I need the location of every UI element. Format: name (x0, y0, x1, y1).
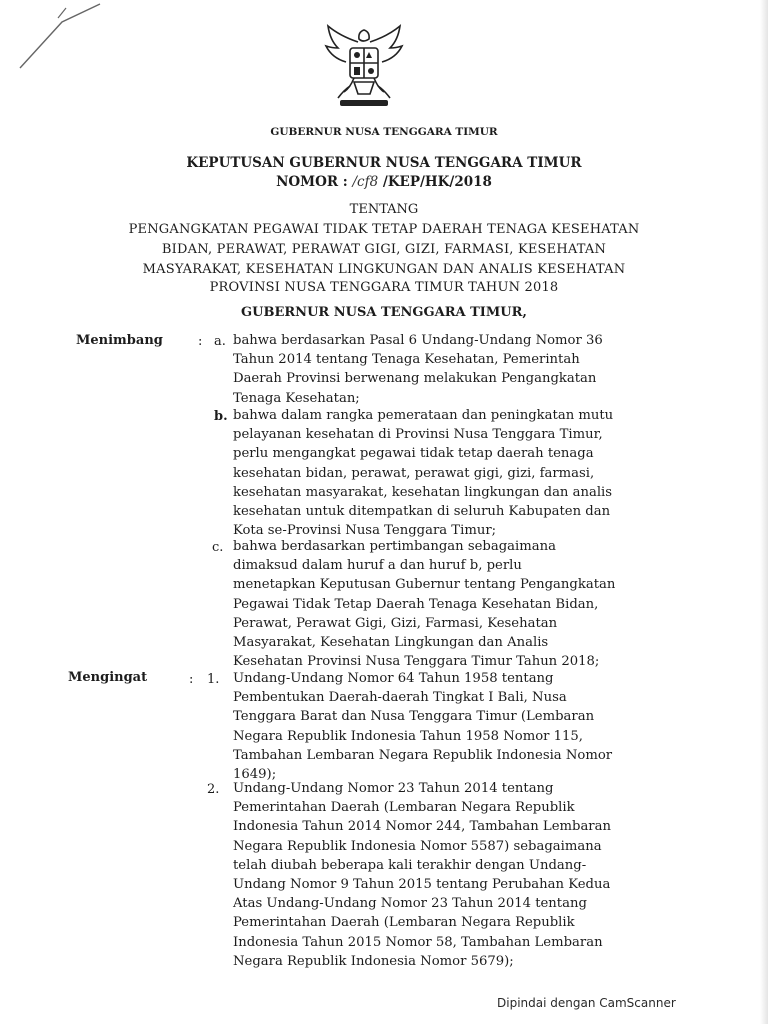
item-text-line: Perawat, Perawat Gigi, Gizi, Farmasi, Kesehatan (233, 615, 558, 631)
item-text-line: Indonesia Tahun 2015 Nomor 58, Tambahan Lembaran (233, 934, 603, 950)
item-text-line: bahwa berdasarkan pertimbangan sebagaimana (233, 539, 556, 554)
item-marker: c. (212, 540, 224, 555)
item-text-line: Undang Nomor 9 Tahun 2015 tentang Perubahan Kedua (233, 877, 611, 893)
item-text-line: Pembentukan Daerah-daerah Tingkat I Bali, Nusa (233, 690, 567, 706)
garuda-emblem-icon (314, 22, 414, 114)
item-text-line: Pemerintahan Daerah (Lembaran Negara Republik (233, 915, 575, 931)
item-text-line: dimaksud dalam huruf a dan huruf b, perlu (233, 558, 522, 574)
item-text-line: menetapkan Keputusan Gubernur tentang Pengangkatan (233, 577, 616, 593)
item-text-line: Tahun 2014 tentang Tenaga Kesehatan, Pemerintah (233, 352, 580, 368)
item-text-line: Tambahan Lembaran Negara Republik Indonesia Nomor (233, 747, 613, 763)
item-text-line: perlu mengangkat pegawai tidak tetap daerah tenaga (233, 446, 594, 462)
menimbang-item-a (233, 331, 650, 408)
item-text-line: Kesehatan Provinsi Nusa Tenggara Timur Tahun 2018; (233, 654, 600, 670)
item-text-line: Negara Republik Indonesia Nomor 5587) sebagaimana (233, 838, 602, 854)
item-marker: 2. (207, 782, 220, 797)
item-marker: a. (214, 334, 226, 349)
item-text-line: Kota se-Provinsi Nusa Tenggara Timur; (233, 523, 497, 539)
decree-title: KEPUTUSAN GUBERNUR NUSA TENGGARA TIMUR (186, 155, 582, 171)
item-text-line: kesehatan untuk ditempatkan di seluruh Kabupaten dan (233, 504, 611, 520)
item-text-line: telah diubah beberapa kali terakhir dengan Undang- (233, 857, 587, 873)
item-text-line: pelayanan kesehatan di Provinsi Nusa Tenggara Timur, (233, 427, 603, 443)
item-text-line: Tenggara Barat dan Nusa Tenggara Timur (Lembaran (233, 709, 595, 725)
decree-number-handwritten: /cf8 (352, 174, 379, 190)
item-text-line: Indonesia Tahun 2014 Nomor 244, Tambahan Lembaran (233, 819, 611, 835)
item-text-line: Negara Republik Indonesia Nomor 5679); (233, 953, 514, 969)
pen-stroke-mark (0, 0, 110, 80)
subject-line: MASYARAKAT, KESEHATAN LINGKUNGAN DAN ANALIS KESEHATAN (142, 262, 626, 277)
decree-number-suffix: /KEP/HK/2018 (378, 174, 492, 190)
item-text-line: Masyarakat, Kesehatan Lingkungan dan Analis (233, 635, 549, 651)
item-text-line: Undang-Undang Nomor 23 Tahun 2014 tentang (233, 781, 554, 796)
item-text-line: Undang-Undang Nomor 64 Tahun 1958 tentang (233, 671, 554, 686)
issuer-heading: GUBERNUR NUSA TENGGARA TIMUR, (241, 305, 527, 320)
menimbang-label: Menimbang (76, 333, 163, 348)
item-text-line: kesehatan bidan, perawat, perawat gigi, gizi, farmasi, (233, 465, 595, 481)
item-text-line: Negara Republik Indonesia Tahun 1958 Nomor 115, (233, 728, 583, 744)
page-edge-shadow (760, 0, 768, 1024)
about-label: TENTANG (349, 202, 419, 217)
item-marker: 1. (207, 672, 220, 687)
subject-line: PENGANGKATAN PEGAWAI TIDAK TETAP DAERAH TENAGA KESEHATAN (128, 222, 640, 237)
menimbang-colon: : (198, 334, 203, 349)
subject-line: PROVINSI NUSA TENGGARA TIMUR TAHUN 2018 (209, 280, 559, 295)
item-text-line: Atas Undang-Undang Nomor 23 Tahun 2014 tentang (233, 896, 587, 912)
item-text-line: 1649); (233, 767, 277, 783)
scanner-watermark: Dipindai dengan CamScanner (497, 996, 676, 1010)
item-text-line: bahwa berdasarkan Pasal 6 Undang-Undang Nomor 36 (233, 333, 603, 348)
item-marker: b. (214, 409, 228, 424)
item-text-line: Tenaga Kesehatan; (233, 390, 360, 406)
mengingat-label: Mengingat (68, 670, 148, 685)
subject-line: BIDAN, PERAWAT, PERAWAT GIGI, GIZI, FARMASI, KESEHATAN (161, 242, 607, 257)
mengingat-item-1 (233, 669, 650, 784)
item-text-line: Pegawai Tidak Tetap Daerah Tenaga Kesehatan Bidan, (233, 596, 599, 612)
institution-heading: GUBERNUR NUSA TENGGARA TIMUR (270, 126, 498, 138)
mengingat-item-2 (233, 779, 650, 971)
item-text-line: bahwa dalam rangka pemerataan dan peningkatan mutu (233, 408, 614, 423)
mengingat-colon: : (189, 672, 194, 687)
menimbang-item-c (233, 537, 650, 671)
item-text-line: Pemerintahan Daerah (Lembaran Negara Republik (233, 800, 575, 816)
decree-number-prefix: NOMOR : (276, 174, 353, 190)
menimbang-item-b (233, 406, 650, 540)
item-text-line: kesehatan masyarakat, kesehatan lingkungan dan analis (233, 484, 613, 500)
item-text-line: Daerah Provinsi berwenang melakukan Pengangkatan (233, 371, 597, 387)
decree-number (0, 174, 768, 190)
